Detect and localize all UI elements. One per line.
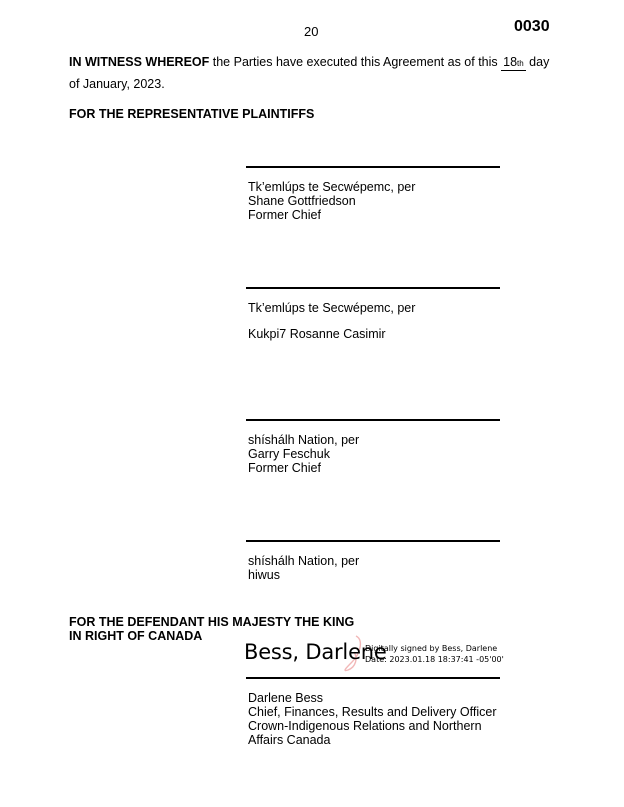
signatory-block xyxy=(248,433,359,475)
witness-lead: IN WITNESS WHEREOF xyxy=(69,55,210,69)
digital-signed-by: Digitally signed by Bess, Darlene xyxy=(365,644,498,653)
witness-clause xyxy=(69,51,559,95)
signatory-line: Shane Gottfriedson xyxy=(248,194,356,208)
digital-signature-info xyxy=(365,643,504,665)
witness-text: the Parties have executed this Agreement as of this xyxy=(209,55,502,69)
defendant-signatory-title: Chief, Finances, Results and Delivery Officer xyxy=(248,705,497,719)
document-code: 0030 xyxy=(514,18,550,35)
signature-line xyxy=(246,419,500,421)
day-number: 18 xyxy=(503,55,518,69)
department-word: Crown-Indigenous xyxy=(248,719,350,733)
signature-line xyxy=(246,677,500,679)
defendant-department-line: Affairs Canada xyxy=(248,733,331,747)
defendant-signatory-block xyxy=(248,691,500,747)
department-word: Northern xyxy=(432,719,482,733)
day-blank xyxy=(501,56,526,71)
defendant-signatory-name: Darlene Bess xyxy=(248,691,324,705)
witness-after-day: day of January, 2023. xyxy=(69,55,550,91)
signatory-line: Former Chief xyxy=(248,208,321,222)
defendant-department-line xyxy=(248,719,500,733)
signatory-line: shíshálh Nation, per xyxy=(248,433,360,447)
signatory-line: Tk’emlúps te Secwépemc, per xyxy=(248,180,416,194)
digital-signed-date: Date: 2023.01.18 18:37:41 -05'00' xyxy=(365,655,504,664)
signatory-line: Former Chief xyxy=(248,461,321,475)
signatory-block xyxy=(248,180,415,222)
day-suffix: th xyxy=(517,59,524,68)
page-number: 20 xyxy=(304,24,319,39)
defendant-heading xyxy=(69,615,354,643)
signature-line xyxy=(246,287,500,289)
signatory-line: Kukpi7 Rosanne Casimir xyxy=(248,327,386,341)
signature-line xyxy=(246,166,500,168)
signatory-block xyxy=(248,554,359,582)
plaintiffs-heading: FOR THE REPRESENTATIVE PLAINTIFFS xyxy=(69,107,315,121)
signatory-line: shíshálh Nation, per xyxy=(248,554,360,568)
signature-line xyxy=(246,540,500,542)
department-word: Relations xyxy=(352,719,406,733)
digital-signature-name: Bess, Darlene xyxy=(244,640,387,664)
signatory-line: Garry Feschuk xyxy=(248,447,330,461)
signatory-line: hiwus xyxy=(248,568,280,582)
defendant-heading-line: FOR THE DEFENDANT HIS MAJESTY THE KING xyxy=(69,615,355,629)
signatory-line: Tk’emlúps te Secwépemc, per xyxy=(248,301,416,315)
department-word: and xyxy=(408,719,430,733)
defendant-heading-line: IN RIGHT OF CANADA xyxy=(69,629,203,643)
